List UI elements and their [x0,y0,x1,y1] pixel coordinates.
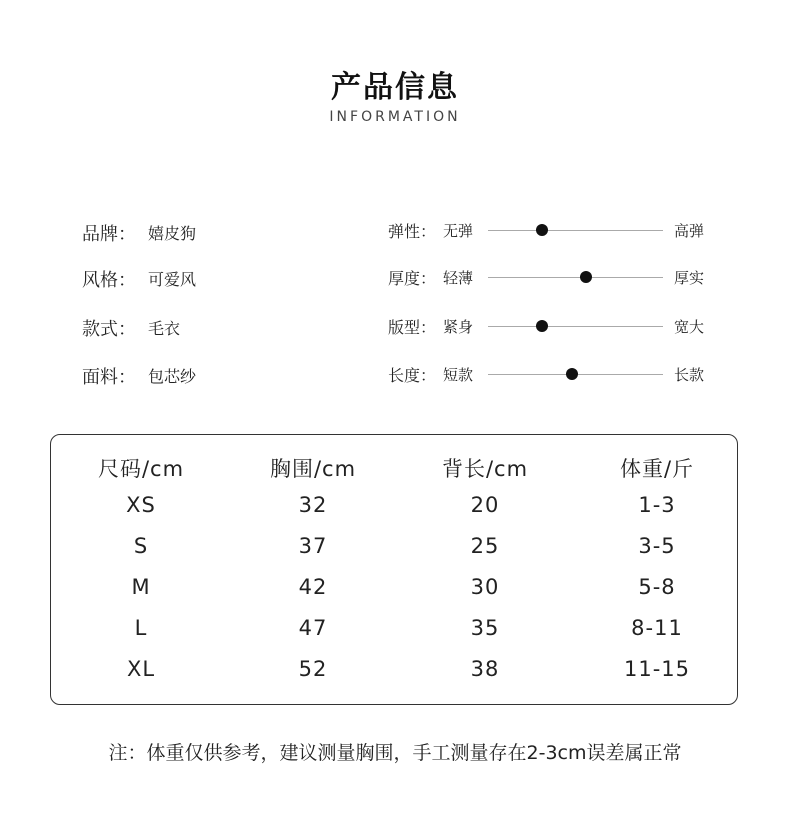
attr-value: 嬉皮狗 [148,224,197,243]
table-cell: 35 [470,616,500,640]
table-header-chest: 胸围/cm [269,457,357,481]
slider-low-label: 紧身 [443,318,474,336]
table-cell: M [131,575,151,599]
table-cell: 5-8 [638,575,676,599]
table-header-back-length: 背长/cm [441,457,529,481]
page-title: 产品信息 [331,70,459,105]
attr-style [82,266,197,292]
slider-high-label: 长款 [674,366,705,384]
slider-knob [566,368,578,380]
table-header-weight: 体重/斤 [619,457,695,481]
table-cell: 8-11 [631,616,683,640]
attr-type [82,315,181,341]
table-cell: 42 [298,575,328,599]
attr-label: 面料： [82,367,136,388]
slider-length [388,363,718,387]
slider-high-label: 高弹 [674,222,705,240]
attr-value: 包芯纱 [148,367,197,386]
table-cell: 1-3 [638,493,676,517]
slider-label: 长度： [388,366,437,385]
table-header-size: 尺码/cm [97,457,185,481]
attr-value: 可爱风 [148,270,197,289]
table-cell: XL [126,657,156,681]
slider-thickness [388,266,718,290]
slider-track [488,230,663,231]
slider-elasticity [388,219,718,243]
slider-knob [536,224,548,236]
attr-value: 毛衣 [148,319,181,338]
table-cell: 11-15 [623,657,691,681]
slider-fit [388,315,718,339]
attr-label: 款式： [82,319,136,340]
table-cell: S [133,534,149,558]
slider-label: 厚度： [388,269,437,288]
slider-high-label: 厚实 [674,269,705,287]
table-cell: L [134,616,148,640]
table-cell: 25 [470,534,500,558]
measurement-note: 注：体重仅供参考，建议测量胸围，手工测量存在2-3cm误差属正常 [108,742,682,764]
slider-low-label: 无弹 [443,222,474,240]
table-cell: XS [126,493,156,517]
slider-knob [536,320,548,332]
size-table [50,434,738,705]
slider-low-label: 轻薄 [443,269,474,287]
slider-low-label: 短款 [443,366,474,384]
slider-knob [580,271,592,283]
attr-label: 风格： [82,270,136,291]
table-cell: 32 [298,493,328,517]
slider-track [488,277,663,278]
slider-label: 弹性： [388,222,437,241]
table-cell: 47 [298,616,328,640]
slider-high-label: 宽大 [674,318,705,336]
slider-label: 版型： [388,318,437,337]
attr-brand [82,220,197,246]
slider-track [488,326,663,327]
table-cell: 20 [470,493,500,517]
attr-label: 品牌： [82,224,136,245]
table-cell: 38 [470,657,500,681]
table-cell: 37 [298,534,328,558]
attr-fabric [82,363,197,389]
table-cell: 30 [470,575,500,599]
table-cell: 3-5 [638,534,676,558]
table-cell: 52 [298,657,328,681]
page-subtitle: INFORMATION [329,109,461,125]
